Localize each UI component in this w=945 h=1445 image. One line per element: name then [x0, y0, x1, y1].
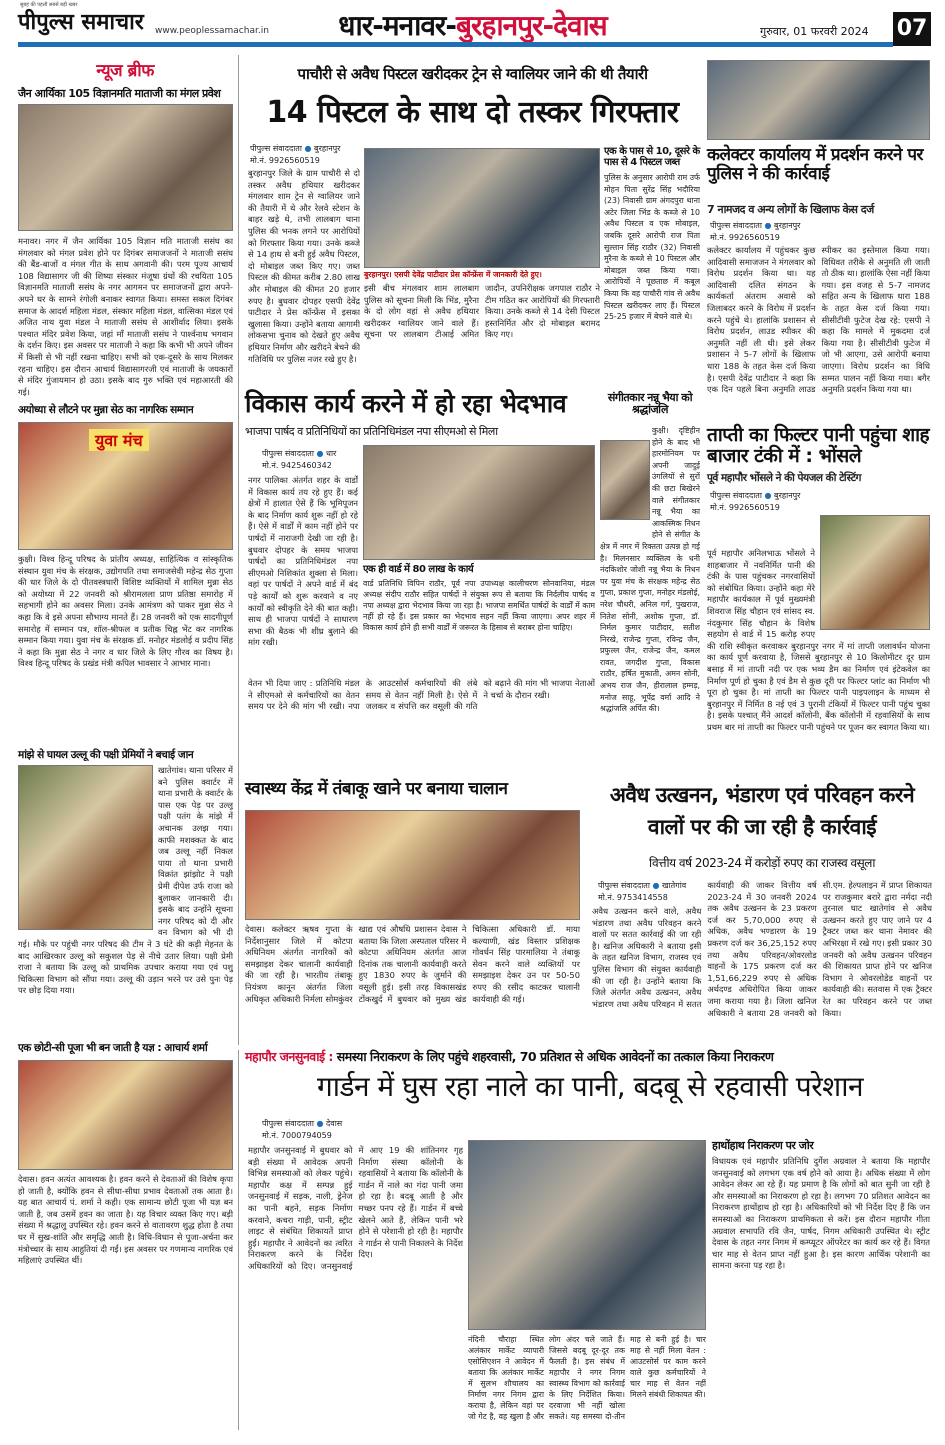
sidebar-subhead: हाथोंहाथ निराकरण पर जोर [712, 1139, 814, 1152]
photo-banner-text: युवा मंच [89, 429, 149, 451]
byline: पीपुल्स संवाददाता ● बुरहानपुर [710, 221, 801, 230]
felicitation-photo [18, 422, 233, 550]
byline-place: धार [326, 449, 337, 458]
issue-date: गुरुवार, 01 फरवरी 2024 [760, 25, 869, 38]
edition-title-red: बुरहानपुर-देवास [456, 9, 607, 42]
article-body: देवास। कलेक्टर ऋषव गुप्ता के निर्देशानुसार जिले में कोटपा अधिनियम अंतर्गत नागरिकों को समझाइश देकर चालानी कार्यवाही की जा रही है। भारतीय तंबाकू नियंत्रण कानून अंतर्गत जिला अधिकृत अधिकारी निर्मला सोमकुंवर खाद्य एवं औषधि प्रशासन देवास ने बताया कि जिला अस्पताल परिसर में कोटपा अधिनियम अंतर्गत आज दिनांक तक चालानी कार्यवाही करते हुए 1830 रुपए के जुर्माने की वसूली हुई। इसी तरह विकासखंड टोंकखुर्द में बुधवार को मुख्य खंड चिकित्सा अधिकारी डॉ. माया कल्याणी, खंड विस्तार प्रशिक्षक गोवर्धन सिंह पारमालिया ने तंबाकू सेवन करने वाले व्यक्तियों पर समझाइश देकर उन पर 50-50 रुपए की रसीद काटकर चालानी कार्यवाही की गई। [245, 924, 580, 1004]
sidebar-subhead: एक के पास से 10, दूसरे के पास से 4 पिस्टल जब्त [604, 146, 700, 168]
article-headline[interactable]: स्वास्थ्य केंद्र में तंबाकू खाने पर बनाया चालान [245, 779, 508, 799]
article-subheadline: 7 नामजद व अन्य लोगों के खिलाफ केस दर्ज [707, 203, 874, 216]
article-headline[interactable]: संगीतकार नन्नू भैया को श्रद्धांजलि [607, 391, 693, 417]
article-body-text: कुक्षी। दृष्टिहीन होने के बाद भी हारमोनियम पर अपनी जादुई उंगलियों से सुरों की छटा बिखेरने वाले संगीतकार नन्नू भैया का आकस्मिक निधन होने से संगीत के क्षेत्र में नगर में रिक्तता उत्पन्न हो गई है। मिलनसार व्यक्तित्व के धनी नंदकिशोर जोशी नन्नू भैया के निधन पर युवा मंच के संरक्षक महेन्द्र सेठ गुप्ता, प्रकाश गुप्ता, मनोहर मंडलोई, नरेश चौधरी, अनिल गर्ग, पुखराज, नितेश सोनी, अशोक गुप्ता, डॉ. निर्मल कुमार पाटीदार, सतीश निरखे, राजेन्द्र गुप्ता, रविन्द्र जैन, प्रफुल्ल जैन, राजेन्द्र जैन, कमल रावत, जगदीश गुप्ता, विकास राठौर, हर्षित मुकाती, अमन सोनी, अभय राज जैन, हीरालाल हम्मड़, मनोज साहू, भूपेंद्र वर्मा आदि ने श्रद्धांजलि अर्पित की। [600, 426, 700, 714]
byline-place: खातेगांव [662, 881, 687, 890]
delegation-photo [363, 445, 595, 560]
byline-place: बुरहानपुर [314, 144, 341, 153]
newspaper-logo[interactable]: पीपुल्स समाचार [18, 9, 144, 35]
article-subheadline: पूर्व महापौर भोंसले ने की पेयजल की टेस्टिंग [707, 472, 861, 484]
article-subheadline: भाजपा पार्षद व प्रतिनिधियों का प्रतिनिधिमंडल नपा सीएमओ से मिला [245, 425, 498, 438]
article-body: कुक्षी। विश्व हिन्दू परिषद के प्रांतीय अध्यक्ष, साहित्यिक व सांस्कृतिक संस्थान युवा मंच के संरक्षक, उद्योगपति तथा समाजसेवी महेन्द्र सेठ गुप्ता की धार जिले के दो पीतवस्त्रधारी विशिष्ट व्यक्तियों में शामिल मुन्ना सेठ को अयोध्या में 22 जनवरी को श्रीरामलला प्राण प्रतिष्ठा समारोह में सहभागी होने का अवसर मिला। उनके आमंत्रण को पाकर मुन्ना सेठ ने कहा कि वे इसे अपना सौभाग्य मानते हैं। 28 जनवरी को एक सादगीपूर्ण समारोह में सम्मान पत्र, शॉल-श्रीफल व प्रतीक चिह्न भेंट कर नागरिक सम्मान किया गया। युवा मंच के संरक्षक डॉ. मनोहर मंडलोई व प्रदीप सिंह ने कहा कि मुन्ना सेठ ने नगर व धार जिले के लिए गौरव का विषय है। विश्व हिन्दू परिषद के प्रखंड मंत्री कपिल भावसार ने आभार माना। [18, 554, 233, 669]
byline: पीपुल्स संवाददाता ● खातेगांव [598, 881, 687, 890]
article-body: बुरहानपुर जिले के ग्राम पाचौरी से दो तस्कर अवैध हथियार खरीदकर मंगलवार शाम ट्रेन से ग्वालियर जाने की तैयारी में थे और रेलवे स्टेशन के बाहर खड़े थे, तभी लालबाग थाना पुलिस की भनक लगने पर आरोपियों को गिरफ्तार किया गया। उनके कब्जे से 14 हाथ से बनी हुई अवैध पिस्टल, दो मोबाइल जब्त किए गए। जब्त पिस्टल की कीमत करीब 2.80 लाख और मोबाइल की कीमत 20 हजार रुपए है। बुधवार दोपहर एसपी देवेंद्र पाटीदार ने प्रेस कॉन्फ्रेंस में इसका खुलासा किया। उन्होंने बताया आगामी लोकसभा चुनाव को देखते हुए अवैध हथियार निर्माण और खरीदने बेचने की गतिविधि पर पुलिस नजर रखे हुए है। [248, 168, 360, 364]
article-body: नंदिनी चौराहा स्थित अलंकार मार्केट व्यापारी एसोसिएशन ने आवेदन में बताया कि अलंकार मार्केट में सुलभ शौचालय का निर्माण नगर निगम द्वारा कराया है, लेकिन वहां पर जो गेट है, वह खुला है और लोग अंदर चले जाते हैं। जिससे बदबू दूर-दूर तक फैलती है। इस संबंध में महापौर ने नगर निगम स्वास्थ्य विभाग को कार्रवाई के लिए निर्देशित किया। दरवाजा भी नहीं खोला सकते। यह समस्या दो-तीन माह से बनी हुई है। चार माह से नहीं मिला वेतन : आउटसोर्स पर काम करने वाले कुछ कर्मचारियों ने चार माह से वेतन नहीं मिलने संबंधी शिकायत की। [468, 1335, 706, 1421]
article-body-text: अवैध उत्खनन करने वाले, अवैध भंडारण तथा अवैध परिवहन करने वालों पर सतत कार्रवाई की जा रही है। खनिज अधिकारी ने बताया इसी के तहत खनिज विभाग, राजस्व एवं पुलिस विभाग की संयुक्त कार्यवाही की जा रही है। उन्होंने बताया कि जिले अंतर्गत अवैध उत्खनन, अवैध भंडारण तथा अवैध परिवहन में सतत कार्यवाही की जाकर वित्तीय वर्ष 2023-24 में 30 जनवरी 2024 तक अवैध उत्खनन के 23 प्रकरण दर्ज कर 5,70,000 रुपए से अधिक, अवैध भण्डारण के 19 प्रकरण दर्ज कर 36,25,152 रुपए तथा अवैध परिवहन/ओवरलोड वाहनों के 175 प्रकरण दर्ज कर 1,51,66,229 रुपए से अधिक अर्थदण्ड अधिरोपित किया जाकर जमा कराया गया है। जिला खनिज अधिकारी ने बताया 28 जनवरी को सी.एम. हेल्पलाइन में प्राप्त शिकायत पर राजकुमार बरारे द्वारा नर्मदा नदी तुरनाल घाट खातेगांव से अवैध उत्खनन करते हुए पाए जाने पर 4 ट्रैक्टर जब्त कर थाना नेमावर की अभिरक्षा में रखे गए। इसी प्रकार 30 जनवरी को अवैध उत्खनन परिवहन की शिकायत प्राप्त होने पर खनिज विभाग ने ओवरलोडेड वाहनों पर कार्यवाही की। सतवास में एक ट्रैक्टर रेत का परिवहन करने पर जब्त किया। [592, 880, 932, 1018]
havan-photo [18, 1060, 233, 1170]
byline: पीपुल्स संवाददाता ● धार [262, 449, 337, 458]
byline-place: बुरहानपुर [774, 221, 801, 230]
edition-title-black: धार-मनावर- [338, 9, 457, 42]
byline-reporter: पीपुल्स संवाददाता [262, 1119, 314, 1128]
jain-procession-photo [18, 104, 233, 231]
article-subheadline: वित्तीय वर्ष 2023-24 में करोड़ों रुपए का राजस्व वसूला [648, 856, 876, 870]
article-body: नगर पालिका अंतर्गत शहर के वार्डों में विकास कार्य तय रहे हुए हैं। कई क्षेत्रों में हालात ऐसे हैं कि भूमिपूजन के बाद निर्माण कार्य शुरू नहीं हो रहे हैं। ऐसे में वार्डों में काम नहीं होने पर पार्षदों में नाराजगी देखी जा रही है। बुधवार दोपहर के समय भाजपा पार्षदों का प्रतिनिधिमंडल नपा सीएमओ निशिकांत शुक्ला से मिला। वहां पर पार्षदों ने अपने वार्ड में बंद पड़े कार्यों को शुरू करवाने व नए कार्यों को स्वीकृति देने की बात कही। साथ ही भाजपा पार्षदों ने साधारण सभा की बैठक भी शीघ्र बुलाने की मांग रखी। [248, 475, 358, 648]
article-body: वेतन भी दिया जाए : प्रतिनिधि मंडल ने सीएमओ से कर्मचारियों का वेतन समय पर देने की मांग भी रखी। नपा के आउटसोर्स कर्मचारियों की लंबे समय से वेतन नहीं मिली है। ऐसे में जलकर व संपत्ति कर वसूली की गति को बढ़ाने की मांग भी भाजपा नेताओं ने चर्चा के दौरान रखी। [248, 678, 595, 712]
article-body: देवास। हवन अत्यंत आवश्यक है। हवन करने से देवताओं की विशेष कृपा हो जाती है, क्योंकि हवन से सीधा-सीधा प्रभाव देवताओं तक आता है। यह बात आचार्य पं. शर्मा ने कही। एक सामान्य छोटी पूजा भी यज्ञ बन जाती है, जब उसमें हवन का जाता है। यह विचार व्यक्त किए गए। बड़ी संख्या में श्रद्धालु उपस्थित रहे। हवन करने से वातावरण शुद्ध होता है तथा घर में सुख-शांति और समृद्धि आती है। विधि-विधान से पूजा-अर्चना कर मंत्रोच्चार के साथ आहुतियां दी गईं। इस अवसर पर गणमान्य नागरिक एवं महिलाएं उपस्थित थीं। [18, 1174, 233, 1266]
byline: पीपुल्स संवाददाता ● देवास [262, 1119, 343, 1128]
article-body: मनावर। नगर में जैन आर्यिका 105 विज्ञान मति माताजी ससंघ का मंगलवार को मंगल प्रवेश होने पर दिगंबर समाजजनों ने माताजी ससंघ की बैंड-बाजों व मंगल गीत के साथ अगवानी की। परम पूज्य आचार्य 108 विद्यासागर जी की शिष्या संस्कार मंजूषा ग्रंथों की रचयिता 105 विज्ञानमति माताजी ससंघ के नगर आगमन पर समाजजनों द्वारा अपने-अपने घर के सामने रंगोली बनाकर स्वागत किया। समस्त सकल दिगंबर समाज के आदर्श महिला मंडल, संस्कार महिला मंडल, वात्सिका मंडल एवं अजित नाथ युवा मंडल ने माताजी ससंघ से आशीर्वाद लिया। इसके पश्चात मंदिर प्रवेश किया, जहां माँ माताजी ससंघ ने पार्श्वनाथ भगवान के दर्शन किए। इस अवसर पर माताजी ने कहा कि कभी भी अपने जीवन में किसी से भी नहीं रखना चाहिए। सभी को एक-दूसरे के साथ मिलकर रहना चाहिए। इस दौरान आचार्य विद्यासागरजी एवं माताजी के जयकारों से मंदिर गुंजायमान हो उठा। इसके बाद गुरु भक्ति एवं महाआरती की गई। [18, 236, 233, 397]
article-body: विधायक एवं महापौर प्रतिनिधि दुर्गेश अग्रवाल ने बताया कि महापौर जनसुनवाई को लगभग एक वर्ष होने को आया है। अधिक संख्या में लोग आवेदन लेकर आ रहे हैं। यह प्रमाण है कि लोगों को बात सुनी जा रही है और समस्याओं का निराकरण हो रहा है। लगभग 70 प्रतिशत आवेदन का निराकरण हाथोंहाथ हो रहा है। अधिकारियों को भी निर्देश दिए हैं कि जन समस्याओं का निराकरण प्राथमिकता से करें। इस दौरान महापौर गीता अग्रवाल सभापति रवि जैन, पार्षद, निगम अधिकारी उपस्थित थे। स्ट्रीट देवास के तहत नगर निगम में कम्प्यूटर ऑपरेटर का कार्य कर रहे हैं। विगत चार माह से वेतन प्राप्त नहीं हुआ है। इस कारण आर्थिक परेशानी का सामना करना पड़ रहा है। [712, 1156, 930, 1271]
press-conference-photo [364, 148, 600, 268]
reporter-mobile: मो.नं. 9926560519 [250, 156, 320, 165]
article-body-text: खातेगांव। थाना परिसर में बने पुलिस क्वार्टर में थाना प्रभारी के क्वार्टर के पास एक पेड़ पर उल्लू पक्षी पतंग के मांझे में अचानक उलझ गया। काफी मशक्कत के बाद जब उल्लू नहीं निकल पाया तो थाना प्रभारी विक्रांत झांझोट ने पक्षी प्रेमी दीपेश उर्फ राजा को बुलाकर जानकारी दी। इसके बाद उन्होंने सूचना नगर परिषद को दी और वन विभाग को भी दी गई। मौके पर पहुंची नगर परिषद की टीम ने 3 घंटे की कड़ी मेहनत के बाद आखिरकार उल्लू को सकुशल पेड़ से नीचे उतार लिया। पक्षी प्रेमी राजा ने बताया कि उल्लू को प्राथमिक उपचार कराया गया एवं पशु चिकित्सा विभाग को सौंपा गया। उल्लू की उड़ान भरने पर उसे पुनः पेड़ पर छोड़ दिया गया। [18, 765, 233, 996]
tobacco-challan-photo [245, 810, 580, 920]
reporter-mobile: मो.नं. 9425460342 [262, 461, 332, 470]
article-headline[interactable]: एक छोटी-सी पूजा भी बन जाती है यज्ञ : आचार्य शर्मा [18, 1042, 208, 1054]
photo-caption: बुरहानपुर। एसपी देवेंद्र पाटीदार प्रेस कॉन्फ्रेंस में जानकारी देते हुए। [364, 270, 542, 279]
public-hearing-photo [468, 1140, 706, 1330]
article-body [18, 765, 233, 1033]
banner-strip [245, 1050, 935, 1064]
reporter-mobile: मो.नं. 7000794059 [262, 1131, 332, 1140]
article-headline[interactable]: जैन आर्यिका 105 विज्ञानमति माताजी का मंगल प्रवेश [18, 87, 221, 100]
banner-kicker: महापौर जनसुनवाई : [245, 1049, 333, 1064]
byline: पीपुल्स संवाददाता ● बुरहानपुर [250, 144, 341, 153]
byline-place: देवास [326, 1119, 343, 1128]
article-headline[interactable]: मांझे से घायल उल्लू की पक्षी प्रेमियों ने बचाई जान [18, 749, 194, 761]
logo-tagline: सुबह की पहली सबसे बड़ी खबर [20, 2, 78, 8]
article-body: महापौर जनसुनवाई में बुधवार को बड़ी संख्या में आवेदक अपनी विभिन्न समस्याओं को लेकर पहुंचे। महापौर कक्ष में सम्पन्न हुई जनसुनवाई में सड़क, नाली, ड्रेनेज का पानी बहने, सड़क निर्माण करवाने, कचरा गाड़ी, पानी, स्ट्रीट लाइट से संबंधित शिकायतें प्राप्त हुईं। महापौर ने आवेदनों का त्वरित निराकरण करने के निर्देश अधिकारियों को दिए। जनसुनवाई में आए 19 की शांतिनगर गृह निर्माण संस्था कॉलोनी के रहवासियों ने बताया कि कॉलोनी के गार्डन में नाले का गंदा पानी जमा हो रहा है। बदबू आती है और मच्छर पनप रहे हैं। गार्डन में बच्चे खेलने आते हैं, लेकिन पानी भरे होने से परेशानी हो रही है। महापौर ने गार्डन से पानी निकालने के निर्देश दिए। [248, 1145, 463, 1271]
article-headline[interactable]: विकास कार्य करने में हो रहा भेदभाव [245, 389, 567, 418]
article-body [592, 880, 932, 1030]
article-body: इसी बीच मंगलवार शाम लालबाग पुलिस को सूचना मिली कि भिंड, मुरैना के दो लोग वहां से अवैध हथियार खरीदकर ग्वालियर जाने वाले हैं। सूचना पर लालबाग टीआई अमित जादौन, उपनिरीक्षक जगपाल राठौर ने टीम गठित कर आरोपियों की गिरफ्तारी किया। उनके कब्जे से 14 देसी पिस्टल हस्तनिर्मित और दो मोबाइल बरामद किए गए। [364, 283, 600, 340]
page-number: 07 [893, 12, 931, 46]
article-body [707, 548, 930, 773]
article-kicker: एक ही वार्ड में 80 लाख के कार्य [363, 564, 474, 575]
reporter-mobile: मो.नं. 9753414558 [598, 893, 668, 902]
byline-reporter: पीपुल्स संवाददाता [262, 449, 314, 458]
article-headline[interactable]: कलेक्टर कार्यालय में प्रदर्शन करने पर पुलिस ने की कार्रवाई [707, 145, 923, 184]
header-divider [18, 42, 893, 47]
article-headline[interactable]: गार्डन में घुस रहा नाले का पानी, बदबू से रहवासी परेशान [317, 1070, 863, 1103]
byline-place: बुरहानपुर [774, 491, 801, 500]
byline-reporter: पीपुल्स संवाददाता [250, 144, 302, 153]
lead-kicker: पाचौरी से अवैध पिस्टल खरीदकर ट्रेन से ग्वालियर जाने की थी तैयारी [297, 65, 648, 83]
article-body [600, 425, 700, 773]
lead-headline[interactable]: 14 पिस्टल के साथ दो तस्कर गिरफ्तार [266, 95, 679, 130]
byline-reporter: पीपुल्स संवाददाता [710, 491, 762, 500]
news-brief-section-title: न्यूज ब्रीफ [96, 61, 154, 81]
article-body: पुलिस के अनुसार आरोपी राम उर्फ मोहन पिता सुरेंद्र सिंह भदौरिया (23) निवासी ग्राम अंगदपुरा थाना अटेर जिला भिंड के कब्जे से 10 अवैध पिस्टल व एक मोबाइल, जबकि दूसरे आरोपी राज पिता सुल्तान सिंह राठौर (32) निवासी मुरैना के कब्जे से 10 पिस्टल और मोबाइल जब्त किया गया। आरोपियों ने पूछताछ में कबूल किया कि वह पाचौरी गांव से अवैध पिस्टल खरीदकर लाए हैं। पिस्टल 25-25 हजार में बेचने वाले थे। [604, 173, 700, 322]
article-headline[interactable]: अयोध्या से लौटने पर मुन्ना सेठ का नागरिक सम्मान [18, 404, 194, 416]
reporter-mobile: मो.नं. 9926560519 [710, 503, 780, 512]
website-url[interactable]: www.peoplessamachar.in [155, 26, 269, 36]
article-headline[interactable]: अवैध उत्खनन, भंडारण एवं परिवहन करने वालों पर की जा रही है कार्रवाई [609, 783, 915, 839]
article-headline[interactable]: ताप्ती का फिल्टर पानी पहुंचा शाह बाजार टंकी में : भोंसले [707, 424, 930, 467]
byline: पीपुल्स संवाददाता ● बुरहानपुर [710, 491, 801, 500]
column-divider [238, 55, 239, 1045]
banner-text: समस्या निराकरण के लिए पहुंचे शहरवासी, 70 प्रतिशत से अधिक आवेदनों का तत्काल किया निराकरण [336, 1049, 774, 1064]
article-body-text: पूर्व महापौर अनिलभाऊ भोंसले ने शाहबाजार में नवनिर्मित पानी की टंकी के पास पहुंचकर नगरवासियों को संबोधित किया। उन्होंने कहा मेरे महापौर कार्यकाल में पूर्व मुख्यमंत्री शिवराज सिंह चौहान एवं सांसद स्व. नंदकुमार सिंह चौहान के विशेष सहयोग से वार्ड में 15 करोड़ रुपए की राशि स्वीकृत करवाकर बुरहानपुर नगर में मां ताप्ती जलावर्धन योजना का कार्य पूर्ण करवाया है, जिससे बुरहानपुर से 10 किलोमीटर दूर ग्राम बसाड़ में मां ताप्ती नदी पर एक भव्य डैम का निर्माण एवं इंटेकवेल का निर्माण पूर्ण हो चुका है एवं डैम से कुछ दूरी पर फिल्टर प्लांट का निर्माण भी पूरा हो चुका है। मां ताप्ती का फिल्टर पानी पाइपलाइन के माध्यम से बुरहानपुर में निर्मित 8 नई एवं 3 पुरानी टंकियों में फिल्टर पानी पहुंच चुका है। इसके पश्चात् मैंने आदर्श कॉलोनी, बैंक कॉलोनी में रहवासियों के साथ प्रथम बार मां ताप्ती का फिल्टर पानी पहुंचने पर पूजन कर स्वागत किया था। [707, 548, 930, 732]
column-divider [238, 1050, 239, 1430]
article-body: वार्ड प्रतिनिधि विपिन राठौर, पूर्व नपा उपाध्यक्ष कालीचरण सोनवानिया, मंडल अध्यक्ष संदीप राठौर सहित पार्षदों ने संयुक्त रूप से बताया कि निर्दलीय पार्षद व नपा अध्यक्ष द्वारा भेदभाव किया जा रहा है। भाजपा समर्थित पार्षदों के वार्डों में काम नहीं हो रहे हैं। इस प्रकार का भेदभाव सहन नहीं किया जाएगा। अपर शहर में विकास कार्य होने ही सभी वार्डों में जरूरत के हिसाब से बराबर होना चाहिए। [363, 579, 595, 632]
byline-reporter: पीपुल्स संवाददाता [710, 221, 762, 230]
protest-photo [707, 60, 930, 140]
byline-reporter: पीपुल्स संवाददाता [598, 881, 650, 890]
reporter-mobile: मो.नं. 9926560519 [710, 233, 780, 242]
article-body: कलेक्टर कार्यालय में पहुंचकर कुछ आदिवासी समाजजन ने मंगलवार को विरोध प्रदर्शन किया था। यह आदिवासी दलित संगठन के कार्यकर्ता अंतराम अवासे को जिलाबदर करने के विरोध में प्रदर्शन करने पहुंचे थे। हालांकि प्रशासन से विरोध प्रदर्शन, लाउड स्पीकर की अनुमति नहीं ली थी। इसे लेकर प्रशासन ने 5-7 लोगों के खिलाफ धारा 188 के तहत केस दर्ज किया है। एसपी देवेंद्र पाटीदार ने कहा कि एक दिन पहले बिना अनुमति लाउड स्पीकर का इस्तेमाल किया गया। विधिवत तरीके से अनुमति ली जाती तो ठीक था। हालांकि ऐसा नहीं किया गया। इस वजह से 5-7 नामजद सहित अन्य के खिलाफ धारा 188 के तहत केस दर्ज किया गया। सीसीटीवी फुटेज देख रहे: एसपी ने कहा कि मामले में मुकदमा दर्ज किया गया है। सीसीटीवी फुटेज में जो भी आएगा, उसे आरोपी बनाया जाएगा। विरोध प्रदर्शन का विधि सम्मत पालन नहीं किया गया। बगैर अनुमति प्रदर्शन किया गया था। [707, 245, 930, 395]
